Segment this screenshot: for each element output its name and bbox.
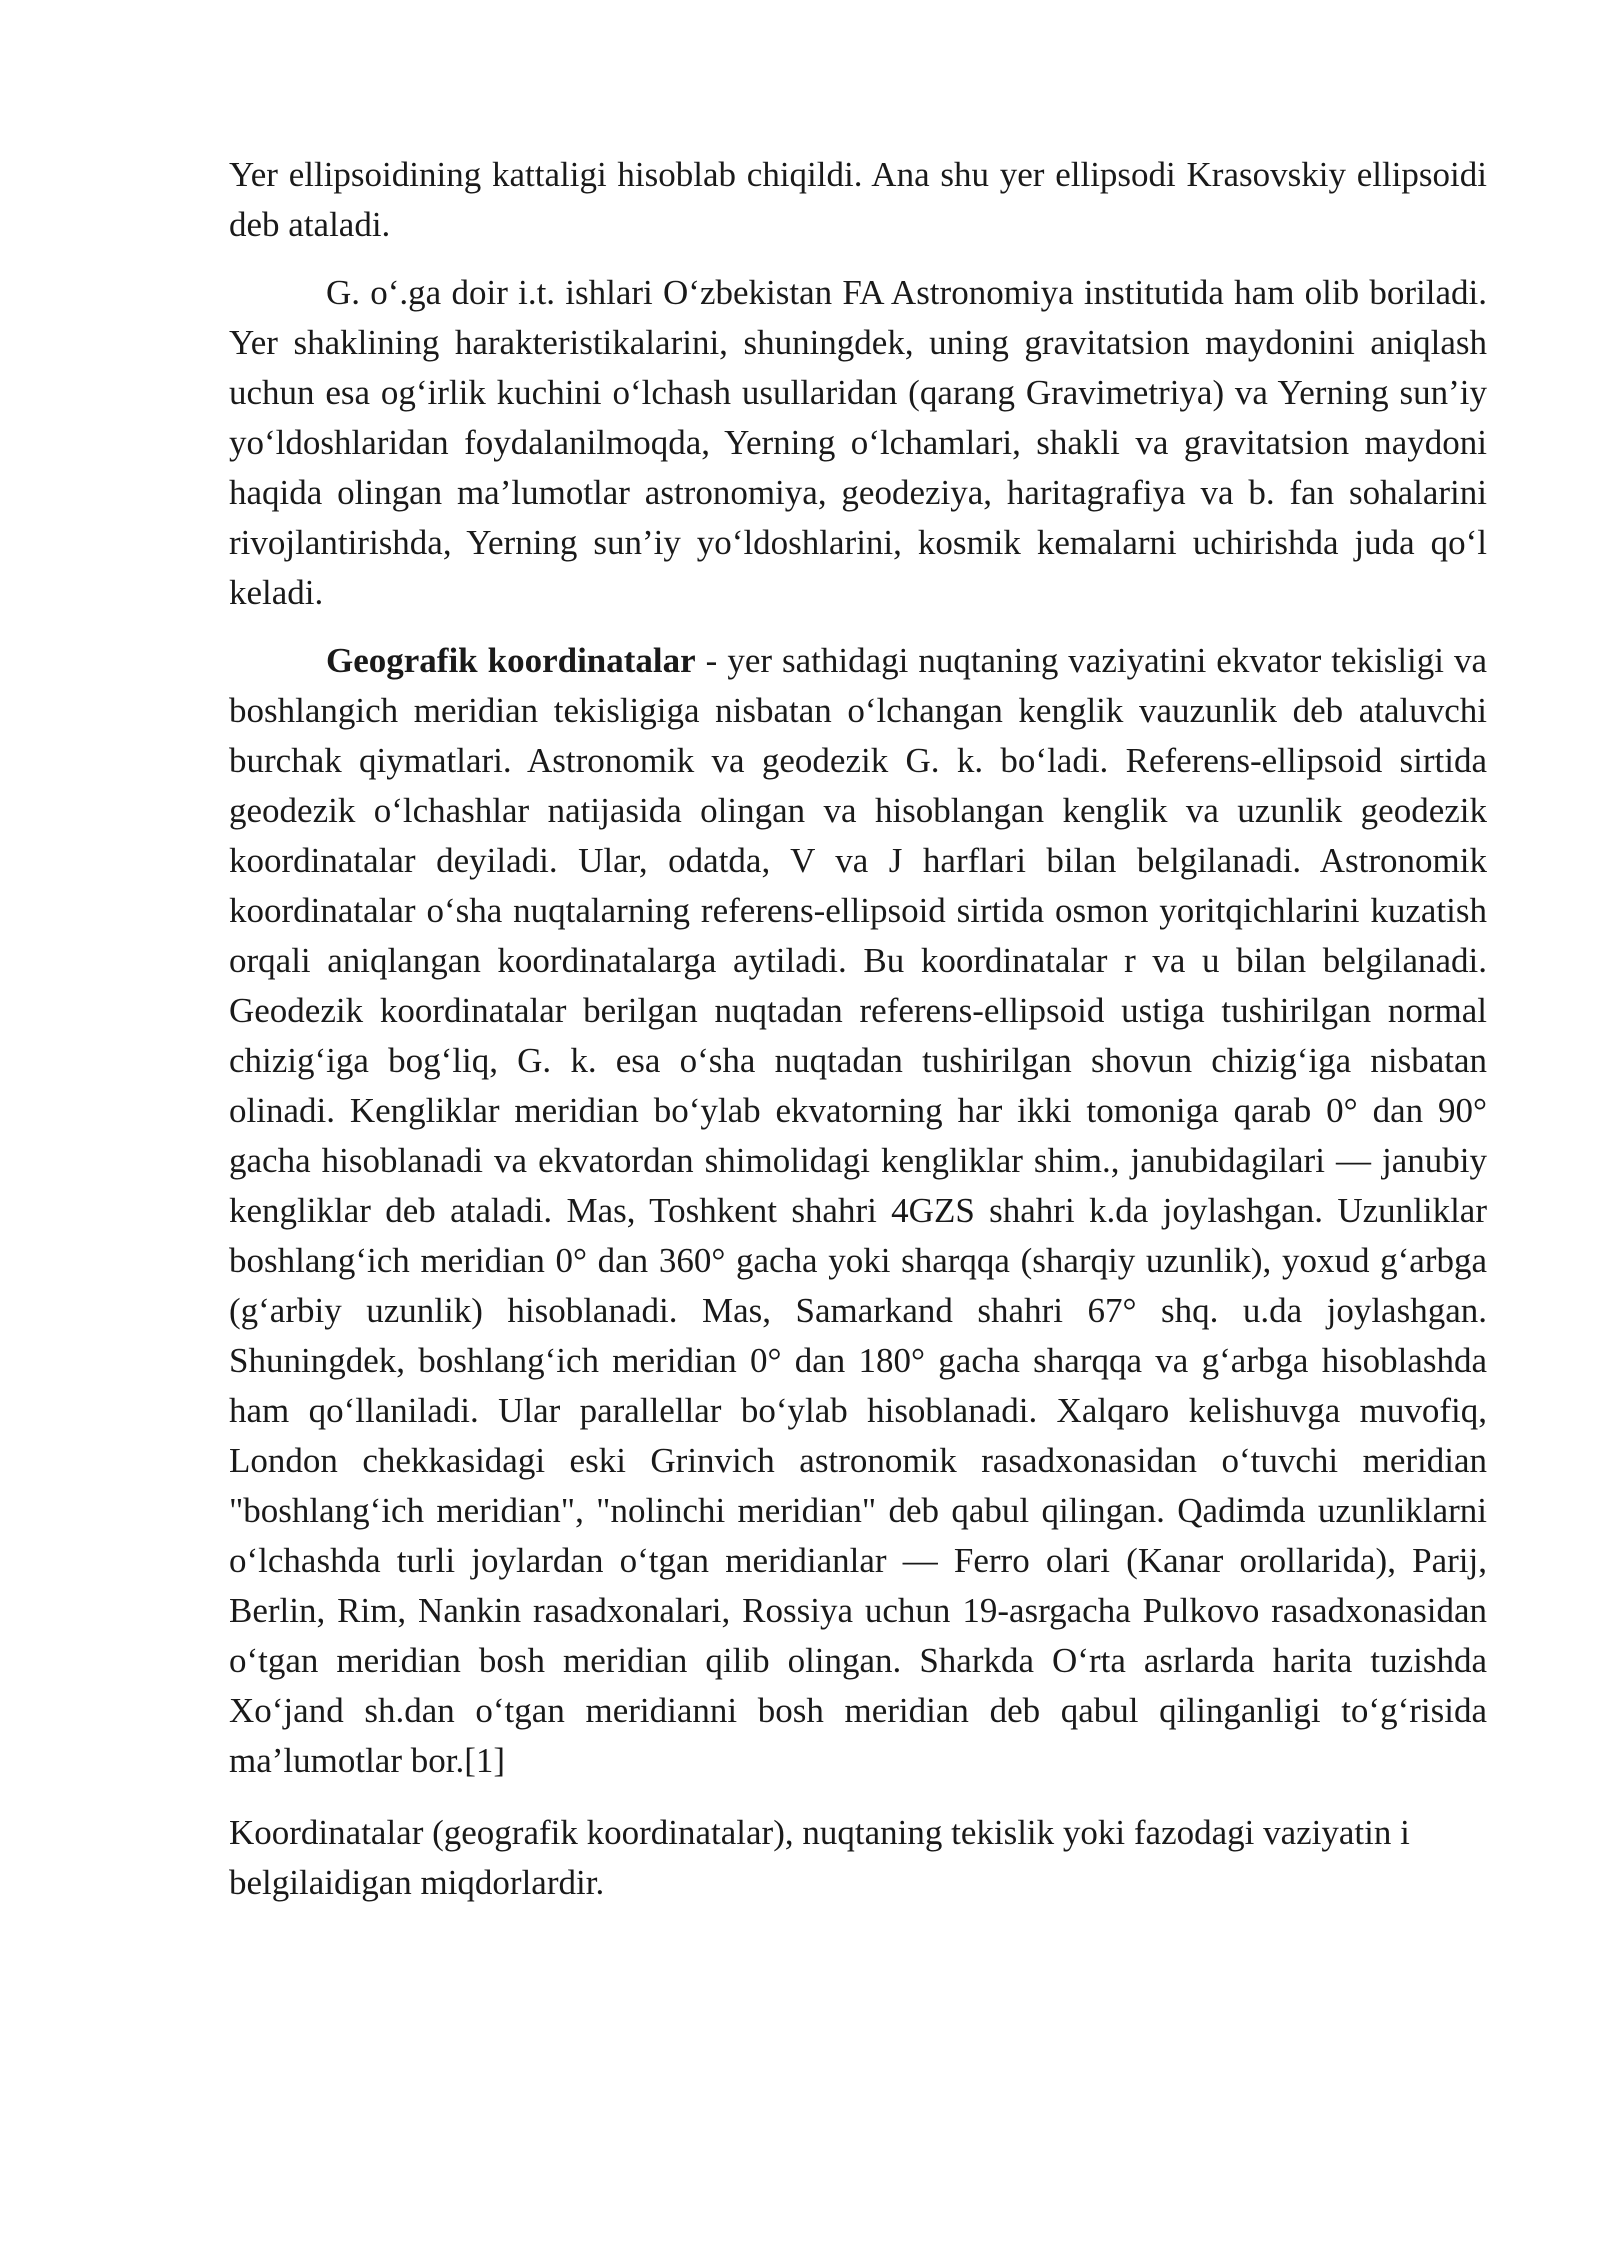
paragraph-geographic-coordinates <box>229 636 1487 1786</box>
paragraph-coordinates-definition: Koordinatalar (geografik koordinatalar), nuqtaning tekislik yoki fazodagi vaziyatin i belgilaidigan miqdorlardir. <box>229 1813 1410 1902</box>
paragraph-geographic-coordinates-body: - yer sathidagi nuqtaning vaziyatini ekvator tekisligi va boshlangich meridian tekisligiga nisbatan o‘lchangan kenglik vauzunlik deb ataluvchi burchak qiymatlari. Astronomik va geodezik G. k. bo‘ladi. Referens-ellipsoid sirtida geodezik o‘lchashlar natijasida olingan va hisoblangan kenglik va uzunlik geodezik koordinatalar deyiladi. Ular, odatda, V va J harflari bilan belgilanadi. Astronomik koordinatalar o‘sha nuqtalarning referens-ellipsoid sirtida osmon yoritqichlarini kuzatish orqali aniqlangan koordinatalarga aytiladi. Bu koordinatalar r va u bilan belgilanadi. Geodezik koordinatalar berilgan nuqtadan referens-ellipsoid ustiga tushirilgan normal chizig‘iga bog‘liq, G. k. esa o‘sha nuqtadan tushirilgan shovun chizig‘iga nisbatan olinadi. Kengliklar meridian bo‘ylab ekvatorning har ikki tomoniga qarab 0° dan 90° gacha hisoblanadi va ekvatordan shimolidagi kengliklar shim., janubidagilari — janubiy kengliklar deb ataladi. Mas, Toshkent shahri 4GZS shahri k.da joylashgan. Uzunliklar boshlang‘ich meridian 0° dan 360° gacha yoki sharqqa (sharqiy uzunlik), yoxud g‘arbga (g‘arbiy uzunlik) hisoblanadi. Mas, Samarkand shahri 67° shq. u.da joylashgan. Shuningdek, boshlang‘ich meridian 0° dan 180° gacha sharqqa va g‘arbga hisoblashda ham qo‘llaniladi. Ular parallellar bo‘ylab hisoblanadi. Xalqaro kelishuvga muvofiq, London chekkasidagi eski Grinvich astronomik rasadxonasidan o‘tuvchi meridian "boshlang‘ich meridian", "nolinchi meridian" deb qabul qilingan. Qadimda uzunliklarni o‘lchashda turli joylardan o‘tgan meridianlar — Ferro olari (Kanar orollarida), Parij, Berlin, Rim, Nankin rasadxonalari, Rossiya uchun 19-asrgacha Pulkovo rasadxonasidan o‘tgan meridian bosh meridian qilib olingan. Sharkda O‘rta asrlarda harita tuzishda Xo‘jand sh.dan o‘tgan meridianni bosh meridian deb qabul qilinganligi to‘g‘risida ma’lumotlar bor.[1] <box>229 641 1488 1780</box>
paragraph-krasovskiy: Yer ellipsoidining kattaligi hisoblab chiqildi. Ana shu yer ellipsodi Krasovskiy ellipsoidi deb ataladi. <box>229 155 1487 244</box>
term-geografik-koordinatalar: Geografik koordinatalar <box>326 641 696 680</box>
paragraph-astronomy-institute: G. o‘.ga doir i.t. ishlari O‘zbekistan FA Astronomiya institutida ham olib boriladi. Yer shaklining harakteristikalarini, shuningdek, uning gravitatsion maydonini aniqlash uchun esa og‘irlik kuchini o‘lchash usullaridan (qarang Gravimetriya) va Yerning sun’iy yo‘ldoshlaridan foydalanilmoqda, Yerning o‘lchamlari, shakli va gravitatsion maydoni haqida olingan ma’lumotlar astronomiya, geodeziya, haritagrafiya va b. fan sohalarini rivojlantirishda, Yerning sun’iy yo‘ldoshlarini, kosmik kemalarni uchirishda juda qo‘l keladi. <box>229 273 1487 612</box>
document-page <box>229 150 1487 1926</box>
